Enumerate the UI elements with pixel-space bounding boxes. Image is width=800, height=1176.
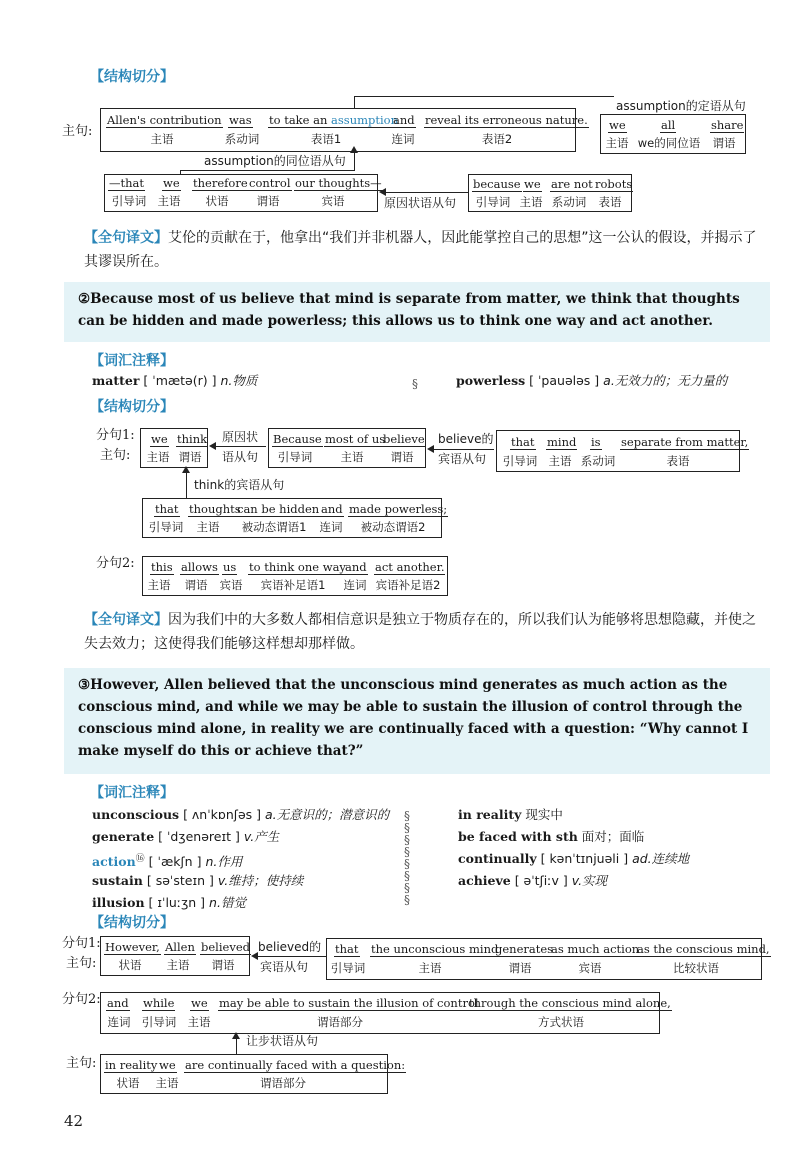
word-act-another: act another. — [375, 560, 445, 574]
word-we: we — [151, 432, 168, 446]
vocab-mark: ⑯ — [135, 854, 145, 864]
connector-reason — [386, 192, 468, 193]
connector — [216, 446, 266, 447]
word-believe: believe — [383, 432, 425, 446]
role-manner-adverbial: 方式状语 — [538, 1015, 584, 1029]
word-and: and — [345, 560, 367, 574]
word-that: that — [511, 435, 535, 449]
vocab-def: n.错觉 — [209, 895, 246, 910]
role-object-complement-1: 宾语补足语1 — [260, 578, 326, 592]
arrow-left — [251, 952, 258, 960]
vocab-word: continually — [458, 851, 537, 866]
role-predicative-1: 表语1 — [310, 132, 342, 146]
vocab-word: illusion — [92, 895, 145, 910]
vocab-word: action — [92, 854, 136, 870]
role-passive-predicate-1: 被动态谓语1 — [241, 520, 307, 534]
word-to-think-one-way: to think one way — [249, 560, 346, 574]
word-is: is — [591, 435, 601, 449]
word-think: think — [177, 432, 208, 446]
role-subject: 主语 — [340, 450, 364, 464]
word-made-powerless: made powerless; — [349, 502, 448, 516]
translation-text: 艾伦的贡献在于，他拿出“我们并非机器人，因此能掌控自己的思想”这一公认的假设，并揭示了其谬误所在。 — [84, 230, 757, 270]
role-subject: 主语 — [146, 450, 170, 464]
word-are-not: are not — [551, 177, 593, 191]
role-predicate: 谓语 — [211, 958, 235, 972]
role-predicate: 谓语 — [712, 136, 736, 150]
vocab-sustain — [92, 870, 303, 892]
role-adverbial: 状语 — [116, 1076, 140, 1090]
connector-appos-h — [180, 170, 355, 171]
role-introducer: 引导词 — [330, 961, 366, 975]
word-the-unconscious-mind: the unconscious mind — [371, 942, 499, 956]
arrow-left — [379, 188, 386, 196]
divider-wavy: § — [412, 377, 418, 391]
word-we: we — [609, 118, 626, 132]
vocab-def: a.无意识的；潜意识的 — [265, 807, 390, 822]
translation-2 — [84, 608, 764, 656]
word-to-take-an-assumption: to take an assumption — [269, 113, 398, 127]
role-subject: 主语 — [548, 454, 572, 468]
role-predicative: 表语 — [666, 454, 690, 468]
believed-label-2: 宾语从句 — [260, 960, 309, 974]
connector-rel-down — [354, 96, 355, 108]
arrow-left — [427, 445, 434, 453]
word-and: and — [321, 502, 343, 516]
role-object: 宾语 — [578, 961, 602, 975]
word-that: that — [155, 502, 179, 516]
arrow-up — [182, 466, 190, 473]
vocab-word: sustain — [92, 873, 143, 888]
word-through-the-conscious-mind: through the conscious mind alone, — [469, 996, 671, 1010]
vocab-word: in reality — [458, 807, 522, 822]
vocab-matter — [92, 370, 257, 392]
main-clause-label-1: 主句: — [62, 124, 93, 139]
role-predicative: 表语 — [598, 195, 622, 209]
role-subject: 主语 — [196, 520, 220, 534]
vocab-def: v.实现 — [571, 873, 608, 888]
role-linking-verb: 系动词 — [580, 454, 616, 468]
structure-header-1: 【结构切分】 — [90, 69, 174, 85]
word-allens-contribution: Allen's contribution — [107, 113, 222, 127]
role-introducer: 引导词 — [475, 195, 511, 209]
translation-1 — [84, 226, 764, 274]
word-separate-from-matter: separate from matter, — [621, 435, 749, 449]
vocab-def: 现实中 — [525, 807, 563, 822]
connector-rel — [354, 96, 614, 97]
word-us: us — [223, 560, 237, 574]
role-object: 宾语 — [321, 194, 345, 208]
believed-label-1: believed的 — [258, 940, 322, 954]
word-allen: Allen — [165, 940, 195, 954]
vocab-pron: [ ʌnˈkɒnʃəs ] — [183, 807, 262, 822]
translation-tag: 【全句译文】 — [84, 612, 168, 628]
word-we: we — [524, 177, 541, 191]
vocab-word: achieve — [458, 873, 511, 888]
cause-label-2: 语从句 — [222, 450, 259, 464]
role-predicate-part: 谓语部分 — [317, 1015, 363, 1029]
concession-label: 让步状语从句 — [246, 1034, 319, 1048]
word-are-continually-faced: are continually faced with a question: — [185, 1058, 406, 1072]
word-thoughts: thoughts — [189, 502, 241, 516]
role-linking-verb: 系动词 — [224, 132, 260, 146]
vocab-def: n.作用 — [205, 854, 243, 870]
vocab-def: ad.连续地 — [632, 851, 690, 866]
vocab-pron: [ səˈsteɪn ] — [146, 873, 214, 888]
word-our-thoughts: our thoughts— — [295, 176, 382, 190]
vocab-pron: [ əˈtʃiːv ] — [514, 873, 568, 888]
word-that: that — [335, 942, 359, 956]
word-as-the-conscious-mind: as the conscious mind, — [637, 942, 770, 956]
believe-label-1: believe的 — [438, 432, 494, 446]
role-passive-predicate-2: 被动态谓语2 — [360, 520, 426, 534]
word-robots: robots — [595, 177, 633, 191]
vocab-be-faced-with — [458, 826, 644, 848]
cause-label-1: 原因状 — [222, 430, 259, 444]
word-believed: believed — [201, 940, 250, 954]
divider-wavy: § § § § § § § § — [404, 809, 410, 907]
role-subject: 主语 — [166, 958, 190, 972]
vocab-word: generate — [92, 829, 155, 844]
word-share: share — [711, 118, 744, 132]
role-subject: 主语 — [418, 961, 442, 975]
word-we: we — [191, 996, 208, 1010]
arrow-up — [350, 146, 358, 153]
word-and: and — [107, 996, 129, 1010]
appos-clause-label: assumption的同位语从句 — [204, 154, 346, 168]
role-introducer: 引导词 — [502, 454, 538, 468]
role-subject: 主语 — [155, 1076, 179, 1090]
rel-clause-label: assumption的定语从句 — [616, 99, 746, 113]
vocab-powerless — [456, 370, 727, 392]
vocab-def: n.物质 — [220, 373, 258, 388]
role-adverbial: 状语 — [205, 194, 229, 208]
clause-1-label: 分句1: — [96, 428, 135, 443]
word-most-of-us: most of us — [325, 432, 386, 446]
vocab-def: 面对；面临 — [581, 829, 645, 844]
role-adverbial: 状语 — [118, 958, 142, 972]
word-while: while — [143, 996, 175, 1010]
translation-text: 因为我们中的大多数人都相信意识是独立于物质存在的，所以我们认为能够将思想隐藏，并使之失去效力；这使得我们能够这样想却那样做。 — [84, 612, 756, 652]
word-because: because — [473, 177, 521, 191]
vocab-pron: [ ˈmætə(r) ] — [143, 373, 217, 388]
vocab-pron: [ ˈpauələs ] — [529, 373, 600, 388]
translation-tag: 【全句译文】 — [84, 230, 168, 246]
vocab-generate — [92, 826, 279, 848]
vocab-word: powerless — [456, 373, 526, 388]
clause-1-label: 分句1: — [62, 936, 101, 951]
word-can-be-hidden: can be hidden — [237, 502, 320, 516]
role-predicate: 谓语 — [256, 194, 280, 208]
word-we: we — [163, 176, 180, 190]
word-generates: generates — [495, 942, 554, 956]
think-label: think的宾语从句 — [194, 478, 285, 492]
vocab-illusion — [92, 892, 246, 914]
role-object-complement-2: 宾语补足语2 — [375, 578, 441, 592]
reason-clause-label: 原因状语从句 — [384, 196, 457, 210]
vocab-def: a.无效力的；无力量的 — [603, 373, 728, 388]
role-subject: 主语 — [157, 194, 181, 208]
role-subject: 主语 — [150, 132, 174, 146]
role-conjunction: 连词 — [319, 520, 343, 534]
vocab-def: v.维持；使持续 — [217, 873, 304, 888]
connector — [434, 449, 494, 450]
word-because: Because — [273, 432, 322, 446]
role-predicate: 谓语 — [178, 450, 202, 464]
role-conjunction: 连词 — [107, 1015, 131, 1029]
word-and: and — [393, 113, 415, 127]
role-subject: 主语 — [187, 1015, 211, 1029]
vocab-word: unconscious — [92, 807, 180, 822]
vocab-unconscious — [92, 804, 389, 826]
role-conjunction: 连词 — [343, 578, 367, 592]
word-control: control — [249, 176, 291, 190]
vocab-continually — [458, 848, 689, 870]
connector — [258, 956, 326, 957]
clause-2-label: 分句2: — [62, 992, 101, 1007]
structure-header-3: 【结构切分】 — [90, 915, 174, 931]
vocab-in-reality — [458, 804, 563, 826]
role-predicate: 谓语 — [508, 961, 532, 975]
vocab-word: matter — [92, 373, 140, 388]
role-predicate: 谓语 — [184, 578, 208, 592]
sentence-2: ②Because most of us believe that mind is separate from matter, we think that thoughts can be hidden and made powerless; this allows us to think one way and act another. — [78, 291, 740, 329]
role-conjunction: 连词 — [391, 132, 415, 146]
believe-label-2: 宾语从句 — [438, 452, 487, 466]
role-linking-verb: 系动词 — [551, 195, 587, 209]
vocab-pron: [ kənˈtɪnjuəli ] — [540, 851, 629, 866]
main-clause-label-4: 主句: — [66, 1056, 97, 1071]
word-we: we — [159, 1058, 176, 1072]
word-therefore: therefore — [193, 176, 248, 190]
word-in-reality: in reality — [105, 1058, 158, 1072]
word-was: was — [229, 113, 252, 127]
sentence-3: ③However, Allen believed that the unconscious mind generates as much action as the conscious mind, and while we may be able to sustain the illusion of control through the conscious mind alone, in reality we are continually faced with a question: “Why cannot I make myself do this or achieve that?” — [78, 677, 749, 759]
role-predicate-part: 谓语部分 — [260, 1076, 306, 1090]
role-subject: 主语 — [147, 578, 171, 592]
main-clause-label-3: 主句: — [66, 956, 97, 971]
word-may-be-able-to-sustain: may be able to sustain the illusion of control — [219, 996, 479, 1010]
role-comparative-adverbial: 比较状语 — [673, 961, 719, 975]
role-subject: 主语 — [519, 195, 543, 209]
page-number: 42 — [64, 1112, 84, 1130]
main-clause-label-2: 主句: — [100, 448, 131, 463]
structure-header-2: 【结构切分】 — [90, 399, 174, 415]
vocab-def: v.产生 — [243, 829, 280, 844]
role-predicative-2: 表语2 — [481, 132, 513, 146]
role-introducer: 引导词 — [148, 520, 184, 534]
word-allows: allows — [181, 560, 218, 574]
vocab-header-3: 【词汇注释】 — [90, 785, 174, 801]
vocab-pron: [ ˈdʒenəreɪt ] — [158, 829, 240, 844]
role-subject: 主语 — [605, 136, 629, 150]
vocab-achieve — [458, 870, 607, 892]
role-object: 宾语 — [219, 578, 243, 592]
vocab-header-2: 【词汇注释】 — [90, 353, 174, 369]
vocab-word: be faced with sth — [458, 829, 578, 844]
word-reveal-nature: reveal its erroneous nature. — [425, 113, 588, 127]
word-this: this — [151, 560, 173, 574]
role-introducer: 引导词 — [111, 194, 147, 208]
role-introducer: 引导词 — [141, 1015, 177, 1029]
word-however: However, — [105, 940, 160, 954]
arrow-up — [232, 1032, 240, 1039]
role-predicate: 谓语 — [390, 450, 414, 464]
vocab-pron: [ ɪˈluːʒn ] — [148, 895, 206, 910]
role-appositive: we的同位语 — [637, 136, 701, 150]
arrow-left — [209, 442, 216, 450]
word-that: —that — [109, 176, 145, 190]
vocab-pron: [ ˈækʃn ] — [148, 854, 202, 870]
role-introducer: 引导词 — [277, 450, 313, 464]
word-assumption: assumption — [331, 113, 398, 127]
word-all: all — [661, 118, 676, 132]
word-as-much-action: as much action — [551, 942, 640, 956]
connector-appos — [354, 152, 355, 170]
word-mind: mind — [547, 435, 577, 449]
clause-2-label: 分句2: — [96, 556, 135, 571]
